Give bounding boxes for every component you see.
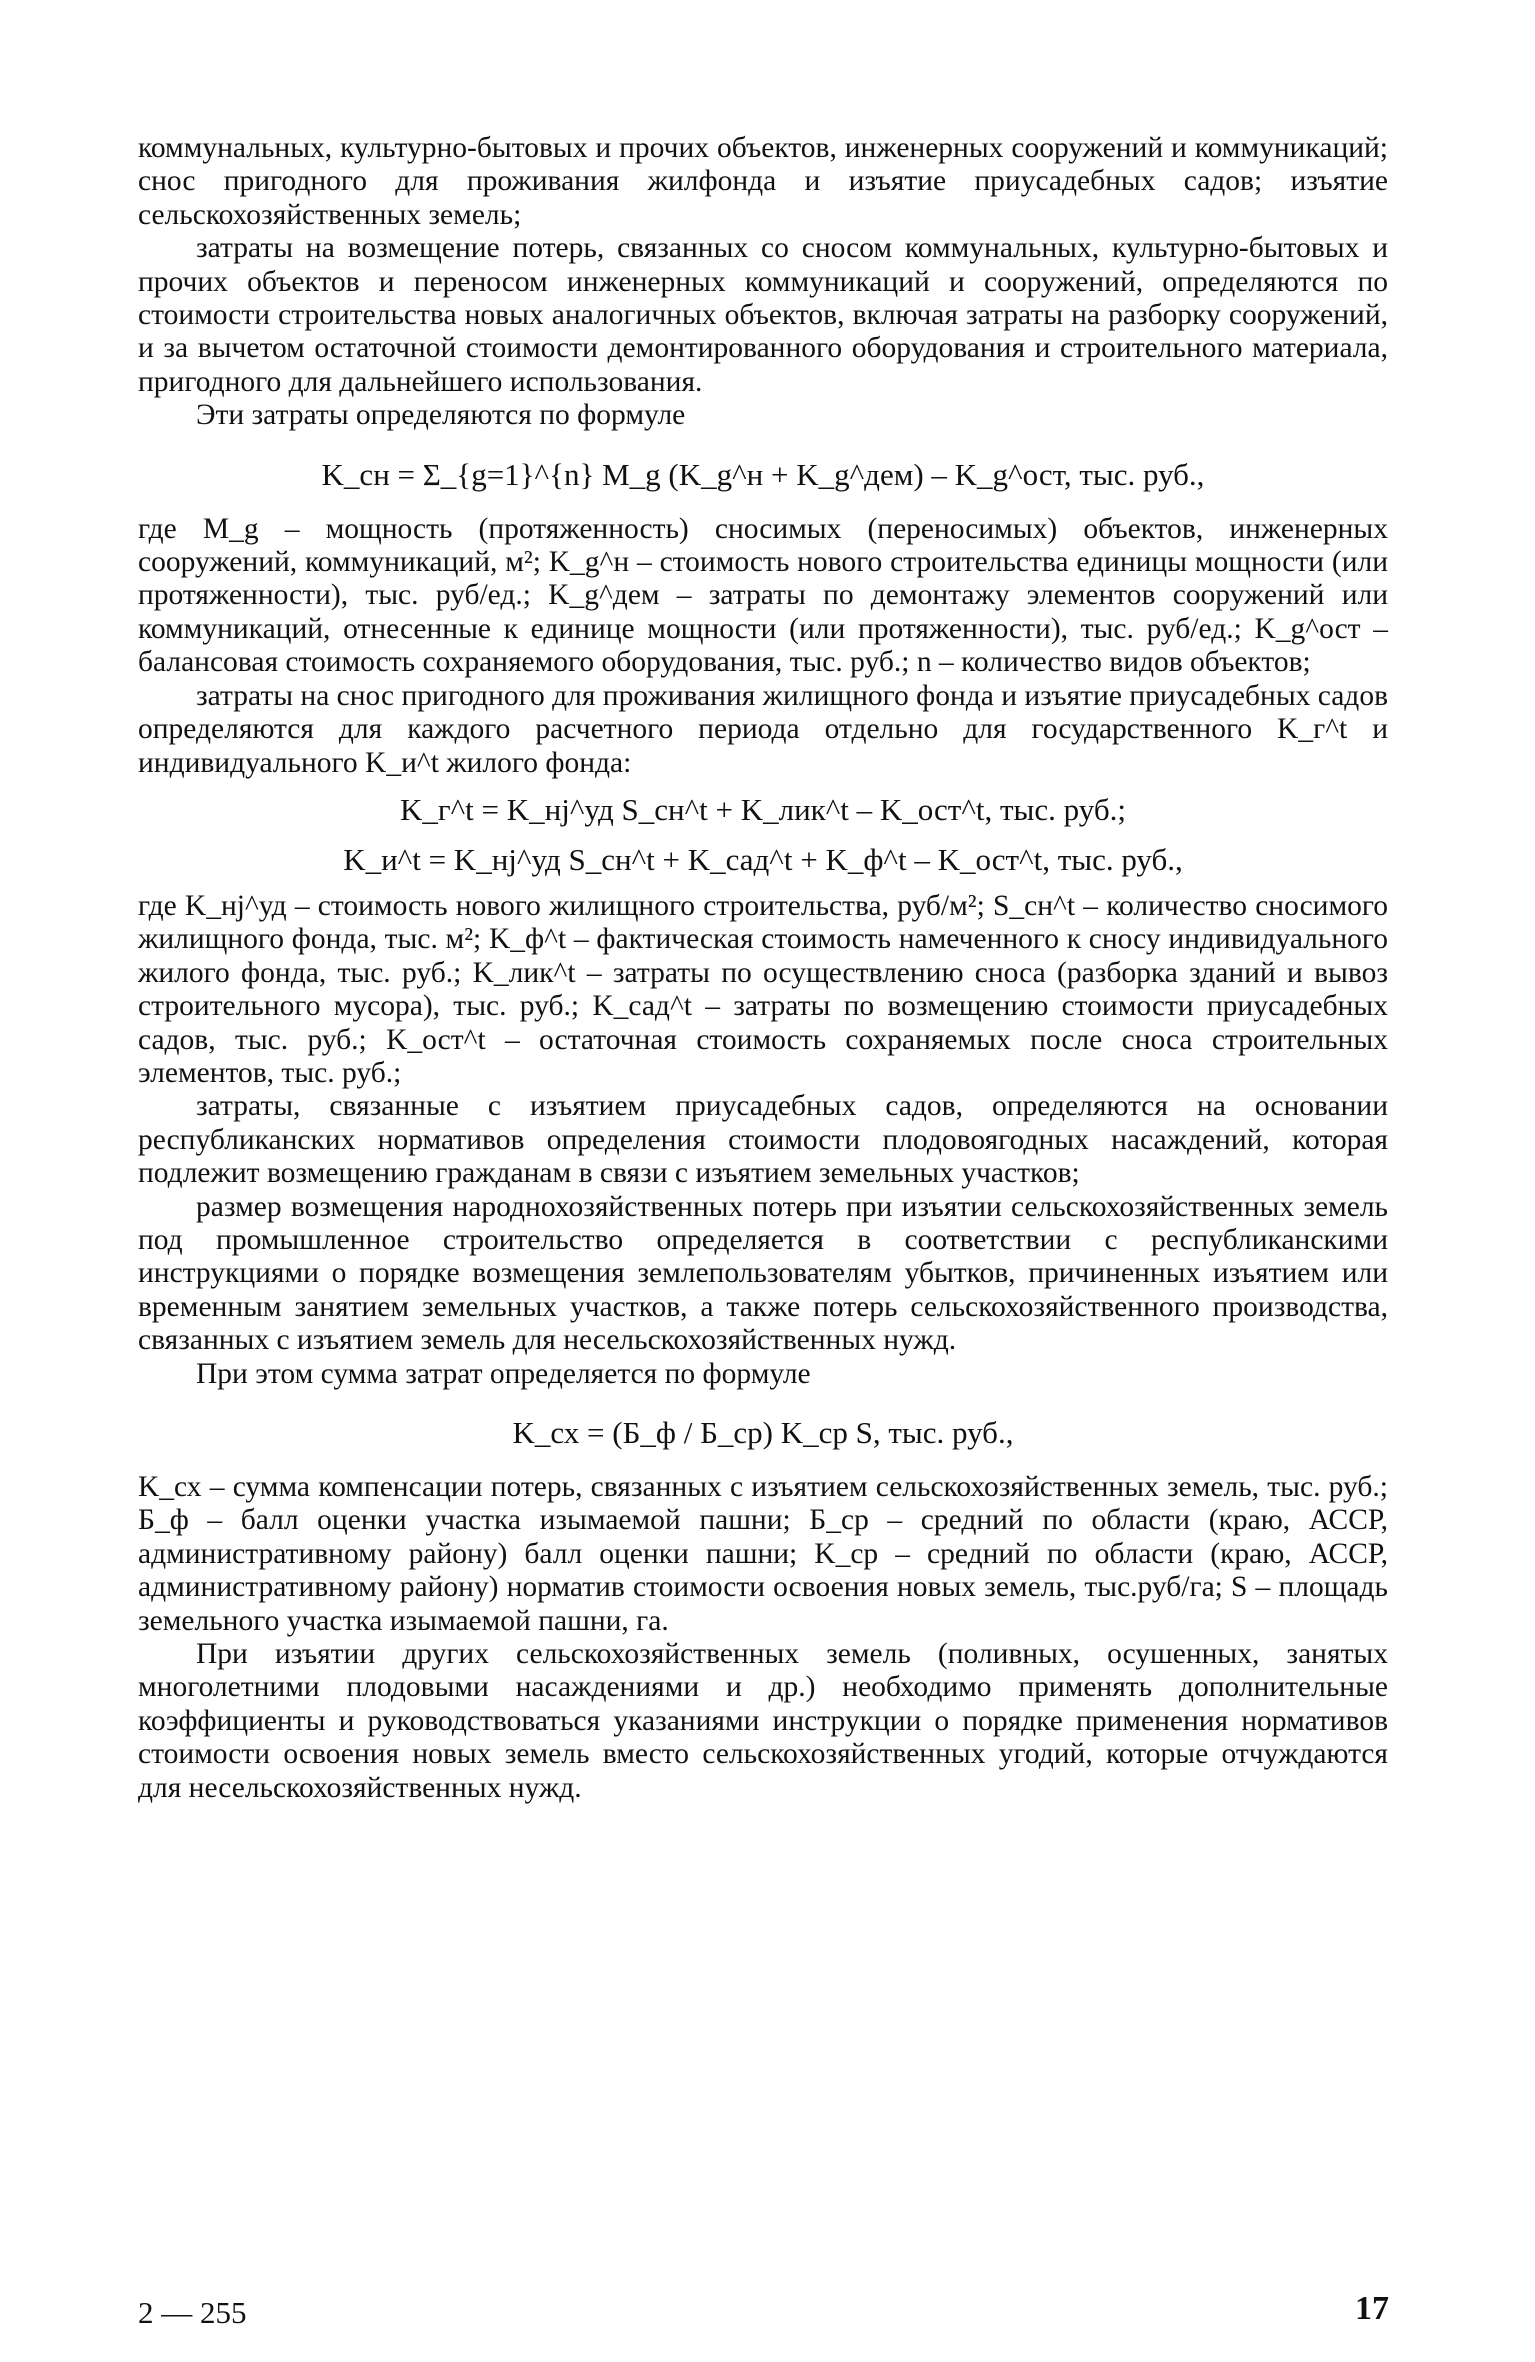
paragraph: При этом сумма затрат определяется по формуле [196, 1357, 811, 1390]
paragraph: затраты на снос пригодного для проживания жилищного фонда и изъятие приусадебных садов определяются для каждого расчетного периода отдельно для государственного K_г^t и индивидуального K_и^t жилого фонда: [138, 679, 1388, 779]
paragraph: где K_нj^уд – стоимость нового жилищного строительства, руб/м²; S_сн^t – количество сносимого жилищного фонда, тыс. м²; K_ф^t – фактическая стоимость намеченного к сносу индивидуального жилого фонда, тыс. руб.; K_лик^t – затраты по осуществлению сноса (разборка зданий и вывоз строительного мусора), тыс. руб.; K_сад^t – затраты по возмещению стоимости приусадебных садов, тыс. руб.; K_ост^t – остаточная стоимость сохраняемых после сноса строительных элементов, тыс. руб.; [138, 889, 1388, 1089]
paragraph: Эти затраты определяются по формуле [196, 399, 686, 432]
page-number: 17 [1355, 2290, 1389, 2327]
paragraph: размер возмещения народнохозяйственных потерь при изъятии сельскохозяйственных земель под промышленное строительство определяется в соответствии с республиканскими инструкциями о порядке возмещения землепользователям убытков, причиненных изъятием или временным занятием земельных участков, а также потерь сельскохозяйственного производства, связанных с изъятием земель для несельскохозяйственных нужд. [138, 1190, 1388, 1357]
formula-agricultural-compensation: K_сх = (Б_ф / Б_ср) K_ср S, тыс. руб., [512, 1415, 1014, 1450]
printer-signature: 2 — 255 [138, 2295, 247, 2330]
paragraph: где M_g – мощность (протяженность) сносимых (переносимых) объектов, инженерных сооружений, коммуникаций, м²; K_g^н – стоимость нового строительства единицы мощности (или протяженности), тыс. руб/ед.; K_g^дем – затраты по демонтажу элементов сооружений или коммуникаций, отнесенные к единице мощности (или протяженности), тыс. руб/ед.; K_g^ост – балансовая стоимость сохраняемого оборудования, тыс. руб.; n – количество видов объектов; [138, 512, 1388, 679]
formula-individual-housing: K_и^t = K_нj^уд S_сн^t + K_сад^t + K_ф^t – K_ост^t, тыс. руб., [343, 841, 1183, 877]
body-text [138, 132, 1388, 1805]
paragraph: коммунальных, культурно-бытовых и прочих объектов, инженерных сооружений и коммуникаций; снос пригодного для проживания жилфонда и изъятие приусадебных садов; изъятие сельскохозяйственных земель; [138, 132, 1388, 231]
formula-demolition-cost: K_сн = Σ_{g=1}^{n} M_g (K_g^н + K_g^дем) – K_g^ост, тыс. руб., [321, 456, 1205, 492]
paragraph: затраты на возмещение потерь, связанных со сносом коммунальных, культурно-бытовых и прочих объектов и переносом инженерных коммуникаций и сооружений, определяются по стоимости строительства новых аналогичных объектов, включая затраты на разборку сооружений, и за вычетом остаточной стоимости демонтированного оборудования и строительного материала, пригодного для дальнейшего использования. [138, 232, 1388, 398]
paragraph: затраты, связанные с изъятием приусадебных садов, определяются на основании республиканских нормативов определения стоимости плодовоягодных насаждений, которая подлежит возмещению гражданам в связи с изъятием земельных участков; [138, 1090, 1388, 1190]
paragraph: K_сх – сумма компенсации потерь, связанных с изъятием сельскохозяйственных земель, тыс. руб.; Б_ф – балл оценки участка изымаемой пашни; Б_ср – средний по области (краю, АССР, административному району) балл оценки пашни; K_ср – средний по области (краю, АССР, административному району) норматив стоимости освоения новых земель, тыс.руб/га; S – площадь земельного участка изымаемой пашни, га. [138, 1471, 1388, 1637]
paragraph: При изъятии других сельскохозяйственных земель (поливных, осушенных, занятых многолетними плодовыми насаждениями и др.) необходимо применять дополнительные коэффициенты и руководствоваться указаниями инструкции о порядке применения нормативов стоимости освоения новых земель вместо сельскохозяйственных угодий, которые отчуждаются для несельскохозяйственных нужд. [138, 1638, 1388, 1804]
formula-state-housing: K_г^t = K_нj^уд S_сн^t + K_лик^t – K_ост^t, тыс. руб.; [400, 791, 1126, 827]
